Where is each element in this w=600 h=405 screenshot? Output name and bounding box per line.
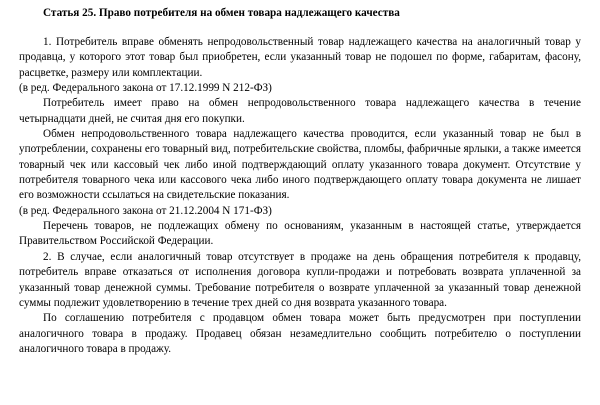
paragraph-4: Перечень товаров, не подлежащих обмену по основаниям, указанным в настоящей статье, утверждается Правительством Российской Федерации. [19,220,581,248]
paragraph-3: Обмен непродовольственного товара надлежащего качества проводится, если указанный товар не был в употреблении, сохранены его товарный вид, потребительские свойства, пломбы, фабричные ярлыки, а также имеется товарный чек или кассовый чек либо иной подтверждающий оплату указанного товара документ. Отсутствие у потребителя товарного чека или кассового чека либо иного подтверждающего оплату товара документа не лишает его возможности ссылаться на свидетельские показания. [19,128,581,202]
title-spacer [19,21,581,35]
document [19,6,581,357]
article-title: Статья 25. Право потребителя на обмен товара надлежащего качества [43,7,400,19]
edition-note-2: (в ред. Федерального закона от 21.12.2004 N 171-ФЗ) [19,204,272,217]
paragraph-2: Потребитель имеет право на обмен непродовольственного товара надлежащего качества в течение четырнадцати дней, не считая дня его покупки. [19,97,581,125]
paragraph-6: По соглашению потребителя с продавцом обмен товара может быть предусмотрен при поступлении аналогичного товара в продажу. Продавец обязан незамедлительно сообщить потребителю о поступлении аналогичного товара в продажу. [19,312,581,355]
paragraph-5: 2. В случае, если аналогичный товар отсутствует в продаже на день обращения потребителя к продавцу, потребитель вправе отказаться от исполнения договора купли-продажи и потребовать возврата уплаченной за указанный товар денежной суммы. Требование потребителя о возврате уплаченной за указанный товар денежной суммы подлежит удовлетворению в течение трех дней со дня возврата указанного товара. [19,250,581,309]
paragraph-1: 1. Потребитель вправе обменять непродовольственный товар надлежащего качества на аналогичный товар у продавца, у которого этот товар был приобретен, если указанный товар не подошел по форме, габаритам, фасону, расцветке, размеру или комплектации. [19,36,581,79]
edition-note-1: (в ред. Федерального закона от 17.12.1999 N 212-ФЗ) [19,82,272,95]
